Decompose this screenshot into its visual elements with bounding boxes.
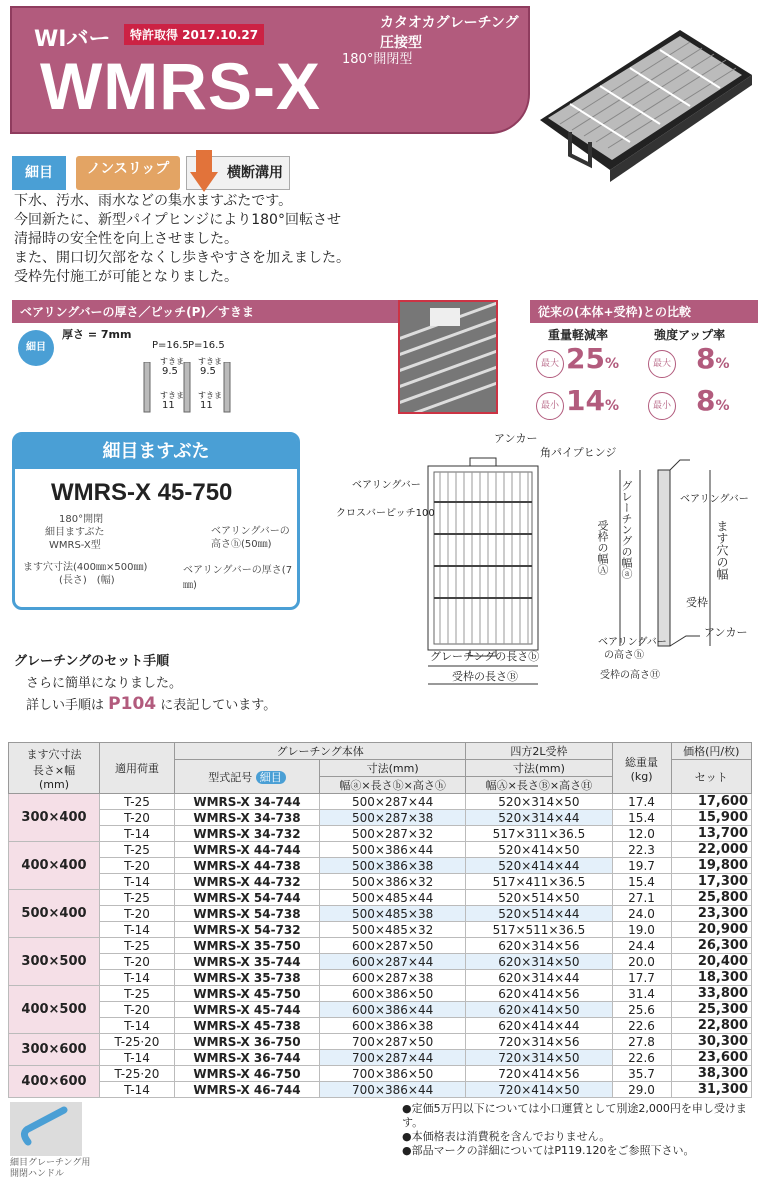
model-cell: WMRS-X 34-744: [175, 794, 320, 810]
model-title: WMRS-X: [40, 49, 321, 123]
dim-cell: 600×386×44: [320, 1002, 466, 1018]
weight-cell: 19.7: [612, 858, 671, 874]
weight-cell: 31.4: [612, 986, 671, 1002]
dim-cell: 600×287×38: [320, 970, 466, 986]
weight-cell: 24.0: [612, 906, 671, 922]
load-cell: T-20: [100, 810, 175, 826]
frame-dim-cell: 517×411×36.5: [466, 874, 612, 890]
strength-max: 8%: [696, 342, 730, 375]
dim-cell: 500×386×38: [320, 858, 466, 874]
bearing-box: [12, 322, 392, 422]
bearing-title: ベアリングバーの厚さ／ピッチ(P)／すきま: [12, 300, 400, 323]
model-cell: WMRS-X 35-750: [175, 938, 320, 954]
price-cell: 25,800: [671, 890, 751, 906]
th-frame: 四方2L受枠: [466, 743, 612, 760]
table-row: [9, 874, 752, 890]
weight-cell: 15.4: [612, 874, 671, 890]
comparison-title: 従来の(本体+受枠)との比較: [530, 300, 758, 323]
draw-bearing2: ベアリングバー: [680, 494, 749, 505]
load-cell: T-14: [100, 922, 175, 938]
model-cell: WMRS-X 35-738: [175, 970, 320, 986]
draw-frame-h: 受枠の高さⒽ: [600, 670, 660, 681]
table-row: [9, 826, 752, 842]
dim-cell: 600×287×44: [320, 954, 466, 970]
comparison-box: [530, 322, 756, 422]
load-cell: T-14: [100, 1050, 175, 1066]
model-cell: WMRS-X 45-738: [175, 1018, 320, 1034]
strength-label: 強度アップ率: [654, 328, 726, 342]
draw-anchor: アンカー: [494, 432, 538, 445]
th-model: 型式記号 細目: [175, 760, 320, 794]
product-image: [530, 20, 756, 192]
table-row: [9, 970, 752, 986]
price-cell: 33,800: [671, 986, 751, 1002]
weight-cell: 29.0: [612, 1082, 671, 1098]
note-line: ●本価格表は消費税を含んでおりません。: [402, 1130, 611, 1143]
price-cell: 23,300: [671, 906, 751, 922]
bar-section-icon: [140, 362, 240, 422]
price-cell: 13,700: [671, 826, 751, 842]
dim-cell: 500×287×44: [320, 794, 466, 810]
model-cell: WMRS-X 44-738: [175, 858, 320, 874]
dim-cell: 500×386×44: [320, 842, 466, 858]
price-cell: 38,300: [671, 1066, 751, 1082]
size-cell: 400×500: [9, 986, 100, 1034]
weight-cell: 22.6: [612, 1050, 671, 1066]
load-cell: T-25: [100, 938, 175, 954]
price-cell: 15,900: [671, 810, 751, 826]
dim-cell: 600×386×50: [320, 986, 466, 1002]
size-cell: 300×400: [9, 794, 100, 842]
frame-dim-cell: 520×414×50: [466, 842, 612, 858]
notes: [402, 1102, 760, 1158]
table-row: [9, 1034, 752, 1050]
model-cell: WMRS-X 54-738: [175, 906, 320, 922]
note-line: ●部品マークの詳細についてはP119.120をご参照下さい。: [402, 1144, 695, 1157]
tag-fine: 細目: [12, 156, 66, 190]
gap-label: すきま: [160, 357, 184, 366]
draw-hinge: 角パイプヒンジ: [540, 446, 617, 459]
size-cell: 300×600: [9, 1034, 100, 1066]
tag-nonslip: ノンスリップ: [76, 156, 180, 190]
handle-caption: 細目グレーチング用 開閉ハンドル: [10, 1158, 91, 1179]
naming-hole: ます穴寸法(400㎜×500㎜) (長さ) (幅): [23, 562, 148, 586]
model-cell: WMRS-X 54-732: [175, 922, 320, 938]
draw-grating-len: グレーチングの長さⓑ: [430, 650, 540, 663]
weight-cell: 25.6: [612, 1002, 671, 1018]
price-table: [8, 742, 752, 1098]
draw-hole-w: ます穴の幅: [715, 520, 729, 580]
frame-dim-cell: 720×314×56: [466, 1034, 612, 1050]
type-name: カタオカグレーチング圧接型: [380, 15, 519, 51]
desc-line: 受枠先付施工が可能となりました。: [14, 269, 238, 285]
desc-line: 清掃時の安全性を向上させました。: [14, 231, 238, 247]
gap-2: 9.5: [200, 366, 216, 377]
weight-cell: 20.0: [612, 954, 671, 970]
frame-dim-cell: 517×311×36.5: [466, 826, 612, 842]
frame-dim-cell: 620×314×56: [466, 938, 612, 954]
frame-dim-cell: 620×414×44: [466, 1018, 612, 1034]
desc-line: 今回新たに、新型パイプヒンジにより180°回転させ: [14, 212, 341, 228]
weight-cell: 17.4: [612, 794, 671, 810]
dim-cell: 600×386×38: [320, 1018, 466, 1034]
closeup-photo: [398, 300, 498, 414]
dim-cell: 500×485×38: [320, 906, 466, 922]
weight-min: 14%: [566, 384, 619, 417]
weight-cell: 12.0: [612, 826, 671, 842]
size-cell: 500×400: [9, 890, 100, 938]
series-label: WIバー: [34, 27, 111, 52]
tag-cross: 横断溝用: [186, 156, 290, 190]
desc-line: また、開口切欠部をなくし歩きやすさを加えました。: [14, 250, 350, 266]
max-badge: 最大: [648, 350, 676, 378]
model-cell: WMRS-X 46-744: [175, 1082, 320, 1098]
min-badge: 最小: [536, 392, 564, 420]
frame-dim-cell: 720×414×56: [466, 1066, 612, 1082]
naming-height: ベアリングバーの 高さⓗ(50㎜): [211, 526, 290, 550]
model-cell: WMRS-X 34-732: [175, 826, 320, 842]
weight-label: 重量軽減率: [548, 328, 609, 342]
load-cell: T-20: [100, 906, 175, 922]
draw-frame: 受枠: [686, 596, 708, 609]
naming-thickness: ベアリングバーの厚さ(7㎜): [183, 565, 293, 591]
naming-code: WMRS-X 45-750: [51, 479, 233, 506]
table-row: [9, 938, 752, 954]
table-body: [9, 794, 752, 1098]
load-cell: T-14: [100, 826, 175, 842]
hinge-type: 180°開閉型: [342, 52, 413, 67]
dim-cell: 700×287×50: [320, 1034, 466, 1050]
frame-dim-cell: 620×314×44: [466, 970, 612, 986]
weight-max: 25%: [566, 342, 619, 375]
price-cell: 26,300: [671, 938, 751, 954]
load-cell: T-25: [100, 890, 175, 906]
price-cell: 20,900: [671, 922, 751, 938]
procedure-page-link[interactable]: P104: [108, 694, 157, 714]
dim-cell: 700×386×44: [320, 1082, 466, 1098]
size-cell: 400×600: [9, 1066, 100, 1098]
table-row: [9, 986, 752, 1002]
price-cell: 30,300: [671, 1034, 751, 1050]
frame-dim-cell: 520×514×44: [466, 906, 612, 922]
frame-dim-cell: 620×414×50: [466, 1002, 612, 1018]
hook-icon: [10, 1102, 82, 1156]
frame-dim-cell: 720×314×50: [466, 1050, 612, 1066]
desc-line: 下水、汚水、雨水などの集水ますぶたです。: [14, 193, 293, 209]
dim-cell: 500×485×32: [320, 922, 466, 938]
table-row: [9, 810, 752, 826]
dim-cell: 500×485×44: [320, 890, 466, 906]
weight-cell: 35.7: [612, 1066, 671, 1082]
gap-label-lower: すきま: [198, 391, 222, 400]
frame-dim-cell: 720×414×50: [466, 1082, 612, 1098]
load-cell: T-25: [100, 842, 175, 858]
draw-grating-w: グレーチングの幅ⓐ: [620, 480, 633, 579]
price-cell: 18,300: [671, 970, 751, 986]
down-arrow-icon: [190, 150, 218, 194]
weight-cell: 24.4: [612, 938, 671, 954]
load-cell: T-14: [100, 1082, 175, 1098]
model-cell: WMRS-X 36-750: [175, 1034, 320, 1050]
handle-image: [10, 1102, 82, 1156]
table-row: [9, 1018, 752, 1034]
load-cell: T-20: [100, 1002, 175, 1018]
dim-cell: 700×287×44: [320, 1050, 466, 1066]
thickness-label: 厚さ = 7mm: [62, 328, 132, 341]
table-row: [9, 1002, 752, 1018]
draw-crossbar: クロスバーピッチ100: [336, 508, 435, 519]
load-cell: T-14: [100, 1018, 175, 1034]
table-row: [9, 858, 752, 874]
th-price: 価格(円/枚): [671, 743, 751, 760]
price-cell: 25,300: [671, 1002, 751, 1018]
naming-box: [12, 432, 300, 610]
price-cell: 23,600: [671, 1050, 751, 1066]
dim-cell: 600×287×50: [320, 938, 466, 954]
table-row: [9, 794, 752, 810]
size-cell: 400×400: [9, 842, 100, 890]
draw-frame-len: 受枠の長さⒷ: [452, 670, 518, 683]
pitch-2: P=16.5: [188, 340, 225, 351]
fine-badge: 細目: [18, 330, 54, 366]
th-dim: 寸法(mm): [320, 760, 466, 777]
price-cell: 20,400: [671, 954, 751, 970]
gap-label-lower: すきま: [160, 391, 184, 400]
frame-dim-cell: 520×514×50: [466, 890, 612, 906]
th-body: グレーチング本体: [175, 743, 466, 760]
th-dim2: 幅ⓐ×長さⓑ×高さⓗ: [320, 777, 466, 794]
draw-bar-h: ベアリングバー の高さⓗ: [598, 637, 667, 661]
procedure-line2: 詳しい手順は P104 に表記しています。: [26, 694, 277, 714]
header-banner: [10, 6, 530, 134]
th-size: ます穴寸法 長さ×幅 (mm): [9, 743, 100, 794]
draw-anchor2: アンカー: [704, 626, 748, 639]
dim-cell: 500×386×32: [320, 874, 466, 890]
min-badge: 最小: [648, 392, 676, 420]
model-cell: WMRS-X 35-744: [175, 954, 320, 970]
dim-cell: 500×287×32: [320, 826, 466, 842]
note-line: ●定価5万円以下については小口運賃として別途2,000円を申し受けます。: [402, 1102, 747, 1129]
load-cell: T-25: [100, 794, 175, 810]
load-cell: T-25·20: [100, 1034, 175, 1050]
load-cell: T-20: [100, 954, 175, 970]
size-cell: 300×500: [9, 938, 100, 986]
weight-cell: 22.3: [612, 842, 671, 858]
naming-left: 180°開閉 細目ますぶた WMRS-X型: [45, 514, 105, 551]
price-cell: 19,800: [671, 858, 751, 874]
weight-cell: 19.0: [612, 922, 671, 938]
price-cell: 31,300: [671, 1082, 751, 1098]
gap-4: 11: [200, 400, 213, 411]
patent-badge: 特許取得 2017.10.27: [124, 24, 264, 45]
procedure-line1: さらに簡単になりました。: [26, 676, 183, 691]
weight-cell: 17.7: [612, 970, 671, 986]
load-cell: T-14: [100, 874, 175, 890]
th-load: 適用荷重: [100, 743, 175, 794]
draw-frame-w: 受枠の幅Ⓐ: [596, 520, 609, 575]
weight-cell: 27.1: [612, 890, 671, 906]
weight-cell: 27.8: [612, 1034, 671, 1050]
gap-1: 9.5: [162, 366, 178, 377]
th-fdim: 寸法(mm): [466, 760, 612, 777]
load-cell: T-25: [100, 986, 175, 1002]
dim-cell: 500×287×38: [320, 810, 466, 826]
description: [14, 192, 484, 287]
draw-bearing: ベアリングバー: [352, 480, 421, 491]
model-cell: WMRS-X 34-738: [175, 810, 320, 826]
frame-dim-cell: 520×314×50: [466, 794, 612, 810]
dim-cell: 700×386×50: [320, 1066, 466, 1082]
load-cell: T-20: [100, 858, 175, 874]
gap-3: 11: [162, 400, 175, 411]
naming-title: 細目ますぶた: [15, 435, 297, 469]
model-cell: WMRS-X 44-732: [175, 874, 320, 890]
frame-dim-cell: 520×414×44: [466, 858, 612, 874]
table-row: [9, 1050, 752, 1066]
price-cell: 17,300: [671, 874, 751, 890]
table-row: [9, 906, 752, 922]
model-cell: WMRS-X 44-744: [175, 842, 320, 858]
model-cell: WMRS-X 45-744: [175, 1002, 320, 1018]
model-cell: WMRS-X 36-744: [175, 1050, 320, 1066]
price-cell: 17,600: [671, 794, 751, 810]
th-weight: 総重量 (kg): [612, 743, 671, 794]
weight-cell: 22.6: [612, 1018, 671, 1034]
table-row: [9, 1066, 752, 1082]
strength-min: 8%: [696, 384, 730, 417]
max-badge: 最大: [536, 350, 564, 378]
model-cell: WMRS-X 46-750: [175, 1066, 320, 1082]
load-cell: T-25·20: [100, 1066, 175, 1082]
table-row: [9, 890, 752, 906]
frame-dim-cell: 517×511×36.5: [466, 922, 612, 938]
gap-label: すきま: [198, 357, 222, 366]
th-fdim2: 幅Ⓐ×長さⒷ×高さⒽ: [466, 777, 612, 794]
table-row: [9, 1082, 752, 1098]
price-cell: 22,000: [671, 842, 751, 858]
model-cell: WMRS-X 54-744: [175, 890, 320, 906]
pitch-1: P=16.5: [152, 340, 189, 351]
th-set: セット: [671, 760, 751, 794]
procedure-title: グレーチングのセット手順: [14, 654, 170, 669]
frame-dim-cell: 620×414×56: [466, 986, 612, 1002]
frame-dim-cell: 620×314×50: [466, 954, 612, 970]
table-row: [9, 922, 752, 938]
price-cell: 22,800: [671, 1018, 751, 1034]
model-cell: WMRS-X 45-750: [175, 986, 320, 1002]
table-row: [9, 954, 752, 970]
load-cell: T-14: [100, 970, 175, 986]
weight-cell: 15.4: [612, 810, 671, 826]
frame-dim-cell: 520×314×44: [466, 810, 612, 826]
table-row: [9, 842, 752, 858]
